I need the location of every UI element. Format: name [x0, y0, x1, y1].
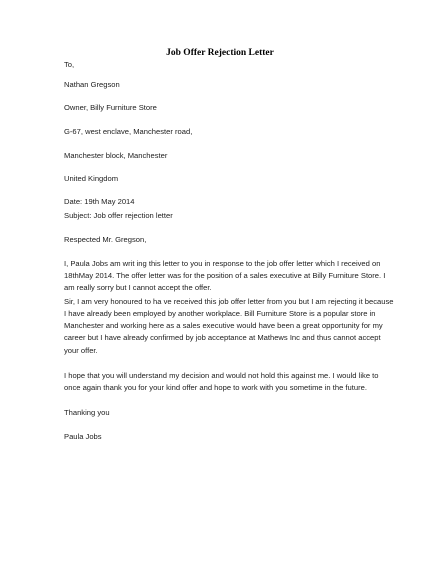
recipient-address-line2: Manchester block, Manchester: [64, 151, 168, 160]
to-line: To,: [64, 60, 75, 69]
page-title: Job Offer Rejection Letter: [166, 48, 274, 58]
paragraph2-line: Sir, I am very honoured to ha ve received this job offer letter from you but I am rejecting it because: [64, 297, 394, 306]
salutation: Respected Mr. Gregson,: [64, 235, 147, 244]
paragraph2-line: Manchester and working here as a sales executive would have been a great opportunity for my: [64, 321, 383, 330]
paragraph3-line: once again thank you for your kind offer and hope to work with you sometime in the future.: [64, 383, 367, 392]
paragraph3-line: I hope that you will understand my decision and would not hold this against me. I would like to: [64, 371, 379, 380]
paragraph2-line: I have already been employed by another workplace. Bill Furniture Store is a popular store in: [64, 309, 376, 318]
recipient-position: Owner, Billy Furniture Store: [64, 103, 157, 112]
paragraph2-line: your offer.: [64, 346, 98, 355]
recipient-country: United Kingdom: [64, 174, 119, 183]
letter-date: Date: 19th May 2014: [64, 197, 135, 206]
recipient-name: Nathan Gregson: [64, 80, 120, 89]
recipient-address-line1: G-67, west enclave, Manchester road,: [64, 127, 193, 136]
paragraph1-line: I, Paula Jobs am writ ing this letter to you in response to the job offer letter which I received on: [64, 259, 381, 268]
letter-subject: Subject: Job offer rejection letter: [64, 211, 173, 220]
paragraph1-line: am really sorry but I cannot accept the offer.: [64, 283, 212, 292]
closing: Thanking you: [64, 408, 110, 417]
paragraph2-line: career but I have already confirmed by job acceptance at Mathews Inc and thus cannot accept: [64, 333, 381, 342]
paragraph1-line: 18thMay 2014. The offer letter was for the position of a sales executive at Billy Furniture Store. I: [64, 271, 386, 280]
signature-name: Paula Jobs: [64, 432, 102, 441]
